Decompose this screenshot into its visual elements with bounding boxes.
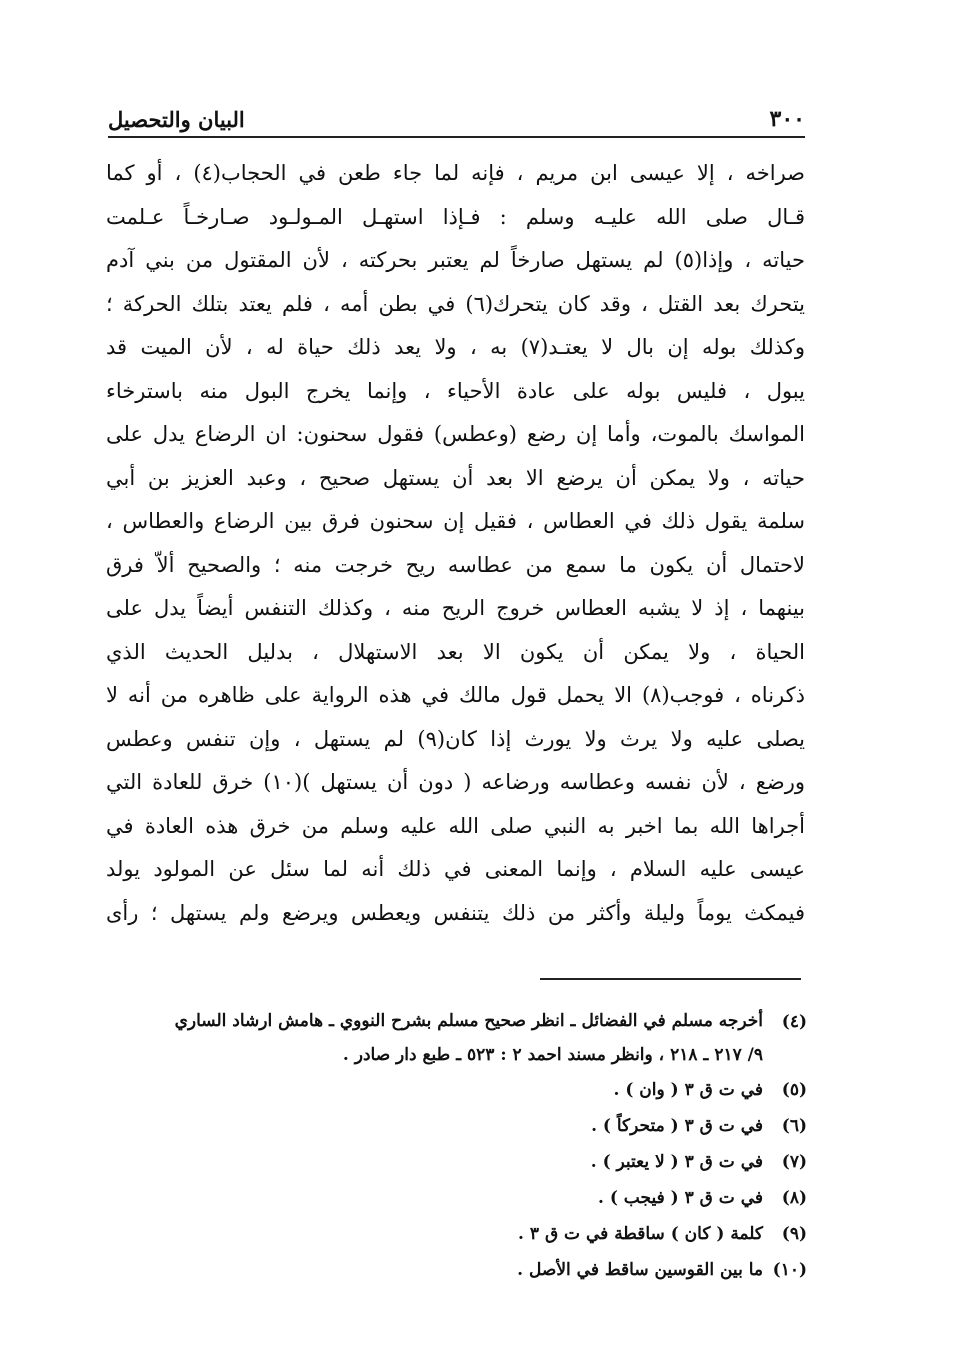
footnote-number: (٧) [781, 1152, 807, 1172]
footnotes [106, 1004, 807, 1288]
footnote-item [106, 1144, 807, 1180]
footnote-divider [540, 978, 801, 980]
text-line: ورضع ، لأن نفسه وعطاسه ورضاعه ( دون أن يستهل )(١٠) خرق للعادة التي [106, 770, 805, 794]
footnote-number: (٨) [781, 1188, 807, 1208]
footnote-number: (١٠) [772, 1260, 807, 1280]
footnote-text: في ت ق ٣ ( لا يعتبر ) . [590, 1152, 763, 1172]
footnote-item [106, 1180, 807, 1216]
footnote-number: (٩) [781, 1224, 807, 1244]
footnote-number: (٥) [781, 1080, 807, 1100]
footnote-item [106, 1072, 807, 1108]
text-line: بينهما ، إذ لا يشبه العطاس خروج الريح منه ، وكذلك التنفس أيضاً يدل على [106, 596, 805, 620]
page-number: ٣٠٠ [769, 106, 805, 132]
page-header [108, 92, 805, 132]
text-line: عيسى عليه السلام ، وإنما المعنى في ذلك أنه لما سئل عن المولود يولد [106, 857, 805, 881]
text-line: ذكرناه ، فوجب(٨) الا يحمل قول مالك في هذه الرواية على ظاهره من أنه لا [106, 683, 805, 707]
header-divider [108, 136, 805, 138]
footnote-number: (٤) [781, 1012, 807, 1032]
text-line: الحياة ، ولا يمكن أن يكون الا بعد الاستهلال ، بدليل الحديث الذي [106, 639, 805, 664]
text-line: لاحتمال أن يكون ما سمع من عطاسه ريح خرجت منه ؛ والصحيح ألاّ فرق [106, 552, 805, 577]
footnote-text-continuation: ٩/ ٢١٧ ـ ٢١٨ ، وانظر مسند احمد ٢ : ٥٢٣ ـ طبع دار صادر . [342, 1045, 763, 1065]
footnote-text: في ت ق ٣ ( فيجب ) . [598, 1188, 763, 1208]
text-line: يبول ، فليس بوله على عادة الأحياء ، وإنما يخرج البول منه باسترخاء [106, 378, 805, 403]
text-line: حياته ، ولا يمكن أن يرضع الا بعد أن يستهل صحيح ، وعبد العزيز بن أبي [106, 465, 805, 490]
footnote-text: في ت ق ٣ ( متحركاً ) . [591, 1116, 763, 1136]
footnote-number: (٦) [781, 1116, 807, 1136]
text-line: صراخه ، إلا عيسى ابن مريم ، فإنه لما جاء طعن في الحجاب(٤) ، أو كما [106, 161, 805, 185]
text-line: قـال صلى الله عليـه وسلم : فـإذا استهـل المـولـود صـارخـاً عـلمت [106, 204, 805, 229]
footnote-text: ما بين القوسين ساقط في الأصل . [517, 1260, 763, 1280]
running-title: البيان والتحصيل [108, 107, 245, 132]
text-line: المواسك بالموت، وأما إن رضع (وعطس) فقول سحنون: ان الرضاع يدل على [106, 422, 805, 446]
footnote-text: كلمة ( كان ) ساقطة في ت ق ٣ . [518, 1224, 763, 1244]
text-line: حياته ، وإذا(٥) لم يستهل صارخاً لم يعتبر بحركته ، لأن المقتول من بني آدم [106, 248, 805, 272]
text-line: يتحرك بعد القتل ، وقد كان يتحرك(٦) في بطن أمه ، فلم يعتد بتلك الحركة ؛ [106, 291, 805, 316]
footnote-text: أخرجه مسلم في الفضائل ـ انظر صحيح مسلم بشرح النووي ـ هامش ارشاد الساري [174, 1011, 763, 1031]
footnote-item [106, 1216, 807, 1252]
footnote-item [106, 1252, 807, 1288]
footnote-item [106, 1004, 807, 1072]
text-line: يصلى عليه ولا يرث ولا يورث إذا كان(٩) لم يستهل ، وإن تنفس وعطس [106, 726, 805, 751]
main-text [106, 152, 805, 935]
footnote-item [106, 1108, 807, 1144]
text-line: وكذلك بوله إن بال لا يعتـد(٧) به ، ولا يعد ذلك حياة له ، لأن الميت قد [106, 335, 805, 359]
text-line: سلمة يقول ذلك في العطاس ، فقيل إن سحنون فرق بين الرضاع والعطاس ، [106, 509, 805, 533]
text-line: فيمكث يوماً وليلة وأكثر من ذلك يتنفس ويعطس ويرضع ولم يستهل ؛ رأى [106, 900, 805, 925]
footnote-body [106, 1004, 763, 1072]
footnote-text: في ت ق ٣ ( وان ) . [613, 1080, 763, 1100]
text-line: أجراها الله بما اخبر به النبي صلى الله عليه وسلم من خرق هذه العادة في [106, 813, 805, 838]
